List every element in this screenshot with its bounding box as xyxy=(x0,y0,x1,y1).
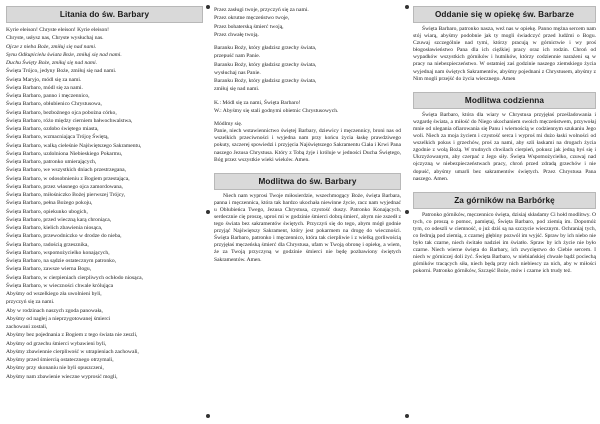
closing-prayer: Panie, niech wstawiennictwo świętej Barbary, dziewicy i męczennicy, broni nas od wszelkich przeciwności i wyjedna nam przy końcu życia łaskę prawdziwego pokuty, szczerej spowiedzi i przyjęcia Najświętszego Sakramentu Ciała i Krwi Pana naszego Jezusa Chrystusa. Który z Tobą żyje i króluje w jedności Ducha Świętego, Bóg przez wszystkie wieki wieków. Amen. xyxy=(214,128,401,163)
offering-text: Święta Barbaro, patronko nasza, weź nas w opiekę. Panno mężna sercem nam stój wiarą, abyśmy podobnie jak ty mogli świadczyć przed ludźmi o Bogu. Czuwaj szczególnie nad tymi, którzy pracują w górnictwie i wy proś błogosławieństwo Pana dla ich ciężkiej pracy oraz ich rodzin. Chroń od wypadków wszystkich górników i hutników, którzy codziennie narażeni są w pracy na niebezpieczeństwo. W ostatniej zaś godzinie naszego ziemskiego życia wyjednaj nam świętych Sakramentów, abyśmy pojednani z Chrystusem, abyśmy z Nim mogli przejść do życia wiecznego. Amen xyxy=(413,26,596,82)
text-line: Święta Barbaro, przez własnego ojca zamordowana, xyxy=(6,183,123,190)
text-line: Święta Barbaro, módl się za nami. xyxy=(6,84,83,91)
lamb-of-god-invocations xyxy=(214,44,401,94)
text-line: Baranku Boży, który gładzisz grzechy świata, xyxy=(214,45,317,51)
text-line: Przez zasługi twoje, przyczyń się za nami. xyxy=(214,7,309,13)
daily-prayer-text: Święta Barbaro, która dla wiary w Chrystusa przyjęłaś prześladowania i wzgardę świata, a miłość do Niego ukochaniem swoich męczeństwem, przywołaj mnie od ulegania ofiarowania się Panu i wiernością w codziennym szukaniu Jego woli. Niech za moja życiem i czystość serca i wyproś mi dużo łaski wolności od wszelkich pokus i grzechów, proś za nami, aby szli łaskami na drogach życia zgodnie z wolą Bożą. W trudnych chwilach cierpień, pokusz jak jedną byś się i Ukrzyżowanym, aby czerpać z Jego siły. Święta Wspomożycielko, czuwaj nad ojczyzną w niebezpieczeństwach pracy, chroń przed zdradą grzechów i nie dopuść, abyśmy umarli bez sakramentów świętych. Przez Chrystusa Pana naszego. Amen. xyxy=(413,111,596,182)
text-line: Abyśmy bez pojednania z Bogiem z tego świata nie zeszli, xyxy=(6,332,138,339)
bullet-mark xyxy=(405,414,409,418)
text-line: Święta Barbaro, patronko umierających, xyxy=(6,159,97,165)
text-line: Święta Barbaro, walką cieleśnie Najświętszego Sakramentu, xyxy=(6,142,142,149)
text-line: Święta Barbaro, wspomożycielko konających, xyxy=(6,249,110,256)
litany-title: Litania do św. Barbary xyxy=(6,6,203,23)
text-line: Święta Barbaro, miłośniczko Bożej pierwszej Trójcy, xyxy=(6,192,126,198)
text-line: Kyrie eleison! Chryste eleison! Kyrie eleison! xyxy=(6,27,109,33)
text-line: Abyśmy od nagłej a nieprzygotowanej śmierci xyxy=(6,315,111,322)
text-line: Przez bohaterską śmierć twoją, xyxy=(214,23,284,30)
text-line: Święta Barbaro, obłubienico Chrystusowa, xyxy=(6,101,102,108)
prayer-text: Niech nam wyprosi Twoje miłosierdzie, wszechmogący Boże, święta Barbara, panna i męczennica, która tak bardzo ukochała niewinne życie, racz nam wyjednać u Oblubieńca Twego, Jezusa Chrystusa, czystość duszy. Patronko Konających, serdecznie cię proszę, uproś mi w godzinie śmierci dobrą śmierć, abym nie zszedł z tego świata bez sakramentów świętych. Przyczyń się do tego, abym mógł godnie przyjąć Najświętszy Sakrament, który jest pokarmem na drogę do wieczności. Święta Barbaro, patronko i męczennico, która tak cierpliwie i z wielką gorliwością przyjęłaś męczeńską śmierć dla Chrystusa, ufam w Twoją obronę i opiekę, a wiem, że za Twoją przyczyną w godzinie śmierci nie będę pozbawiony świętych Sakramentów. Amen. xyxy=(214,192,401,263)
text-line: zachowani zostali, xyxy=(6,324,48,330)
text-line: Przez okrutne męczeństwo twoje, xyxy=(214,15,290,22)
text-line: Aby w rodzinach naszych zgoda panowała, xyxy=(6,307,103,314)
text-line: Święta Barbaro, w wieczności chwale królująca xyxy=(6,282,114,289)
text-line: Święta Barbaro, ozdobo świętego miasta, xyxy=(6,126,99,132)
text-line: Święta Barbaro, różo między cierniem bałwochwalstwa, xyxy=(6,117,133,124)
devotion-column xyxy=(413,6,596,420)
intro-invocations xyxy=(214,6,401,39)
miners-prayer-title: Za górników na Barbórkę xyxy=(413,192,596,209)
text-line: Abyśmy przy skonaniu nie byli opuszczeni, xyxy=(6,365,104,372)
text-line: Święta Barbaro, przewodniczko w drodze do nieba, xyxy=(6,233,122,240)
prayer-title: Modlitwa do św. Barbary xyxy=(214,173,401,190)
text-line: Abyśmy od wszelkiego zła uwolnieni byli, xyxy=(6,291,102,297)
text-line: przyczyń się za nami. xyxy=(6,299,55,306)
text-line: Święta Barbaro, w odosobnieniu z Bogiem przestająca, xyxy=(6,175,130,182)
bullet-mark xyxy=(405,210,409,214)
text-line: Abyśmy od grzechu śmierci wybawieni byli, xyxy=(6,340,107,347)
text-line: Ojcze z nieba Boże, zmiłuj się nad nami. xyxy=(6,43,97,50)
text-line: Abyśmy nam zbawienie wieczne wyprosić mogli, xyxy=(6,373,118,380)
text-line: Święta Barbaro, wzmacniająca Trójcę Świętą, xyxy=(6,134,109,141)
text-line: Baranku Boży, który gładzisz grzechy świata, xyxy=(214,61,317,68)
text-line: Święta Barbaro, kielich zbawienia niosąca, xyxy=(6,225,103,231)
text-line: Abyśmy przed śmiercią ostatecznego otrzymali, xyxy=(6,357,114,363)
versicle-response xyxy=(214,99,401,116)
text-line: Chryste, usłysz nas, Chryste wysłuchaj nas. xyxy=(6,35,104,42)
text-line: Święta Barbaro, w cierpieniach cierpliwych ochłodo niosąca, xyxy=(6,274,143,281)
text-line: Święta Barbaro, pełna Bożego pokoju, xyxy=(6,200,93,207)
litany-lines xyxy=(6,26,203,381)
bullet-mark xyxy=(206,414,210,418)
litany-column xyxy=(6,6,203,420)
text-line: Święta Barbaro, uzdolniona Niebieskiego Pokarmu, xyxy=(6,150,123,157)
prayer-column xyxy=(214,6,401,420)
text-line: wysłuchaj nas Panie. xyxy=(214,69,261,76)
text-line: Synu Odkupicielu świata Boże, zmiłuj się nad nami. xyxy=(6,51,122,58)
text-line: W.: Abyśmy się stali godnymi obietnic Chrystusowych. xyxy=(214,107,339,114)
text-line: Święta Barbaro, bezbożnego ojca pobożna córko, xyxy=(6,109,117,116)
text-line: Duchu Święty Boże, zmiłuj się nad nami. xyxy=(6,60,98,66)
offering-title: Oddanie się w opiekę św. Barbarze xyxy=(413,6,596,23)
pray-label: Módlmy się. xyxy=(214,121,243,127)
text-line: Święta Trójco, jedyny Boże, zmiłuj się nad nami. xyxy=(6,68,117,75)
miners-prayer-text: Patronko górników, męczennico święta, dzisiaj składamy Ci hołd modlitwy. O tych, co proszą o pomoc, pamiętaj, Święta Barbaro, pod ziemią im. Dopomóż tym, co odeszli w ciemność, o już dziś są na szczycie wiecznym. Ochraniaj tych, co fedrują pod ziemią, z czarnej głębiny pozwól im wyjść. Spraw by ich niebo nie było tak czarne, niech świtało nadziei im światło. Spraw by ich życie nie było czarne. Niech wierne święta do Barbary, ich zwycięstwo do Ciebie sercem. I niech w górniczej doli żyć. Święta Barbaro, w niebiańskiej chwale bądź pociechą górników tracących siła, niech będą przy nich niebiescy za nich, aby w miłości pokorni. Patronko górników, Szczęść Boże, mów i czarne ich trudy też. xyxy=(413,211,596,275)
text-line: Święta Maryjo, módl się za nami. xyxy=(6,76,82,83)
text-line: Abyśmy zbawiennie cierpliwość w utrapieniach zachowali, xyxy=(6,348,139,355)
text-line: Baranku Boży, który gładzisz grzechy świata, xyxy=(214,78,317,84)
text-line: Święta Barbaro, przed wieczną karą chroniąca, xyxy=(6,216,112,223)
text-line: przepuść nam Panie. xyxy=(214,53,261,60)
text-line: Święta Barbaro, radością grzesznika, xyxy=(6,241,89,248)
text-line: zmiłuj się nad nami. xyxy=(214,86,260,93)
bullet-mark xyxy=(206,5,210,9)
bullet-mark xyxy=(405,5,409,9)
text-line: Święta Barbaro, zawsze wierna Bogu, xyxy=(6,266,92,273)
text-line: Święta Barbaro, opiekunko ubogich, xyxy=(6,208,88,215)
bullet-mark xyxy=(206,210,210,214)
text-line: Przez chwałę twoją. xyxy=(214,31,259,38)
daily-prayer-title: Modlitwa codzienna xyxy=(413,92,596,109)
text-line: Święta Barbaro, we wszystkich dniach przestrzegana, xyxy=(6,167,127,174)
text-line: Święta Barbaro, panno i męczennico, xyxy=(6,93,90,99)
text-line: K.: Módl się za nami, Święta Barbaro! xyxy=(214,99,301,106)
text-line: Święta Barbaro, na sądzie ostatecznym patronko, xyxy=(6,258,117,264)
